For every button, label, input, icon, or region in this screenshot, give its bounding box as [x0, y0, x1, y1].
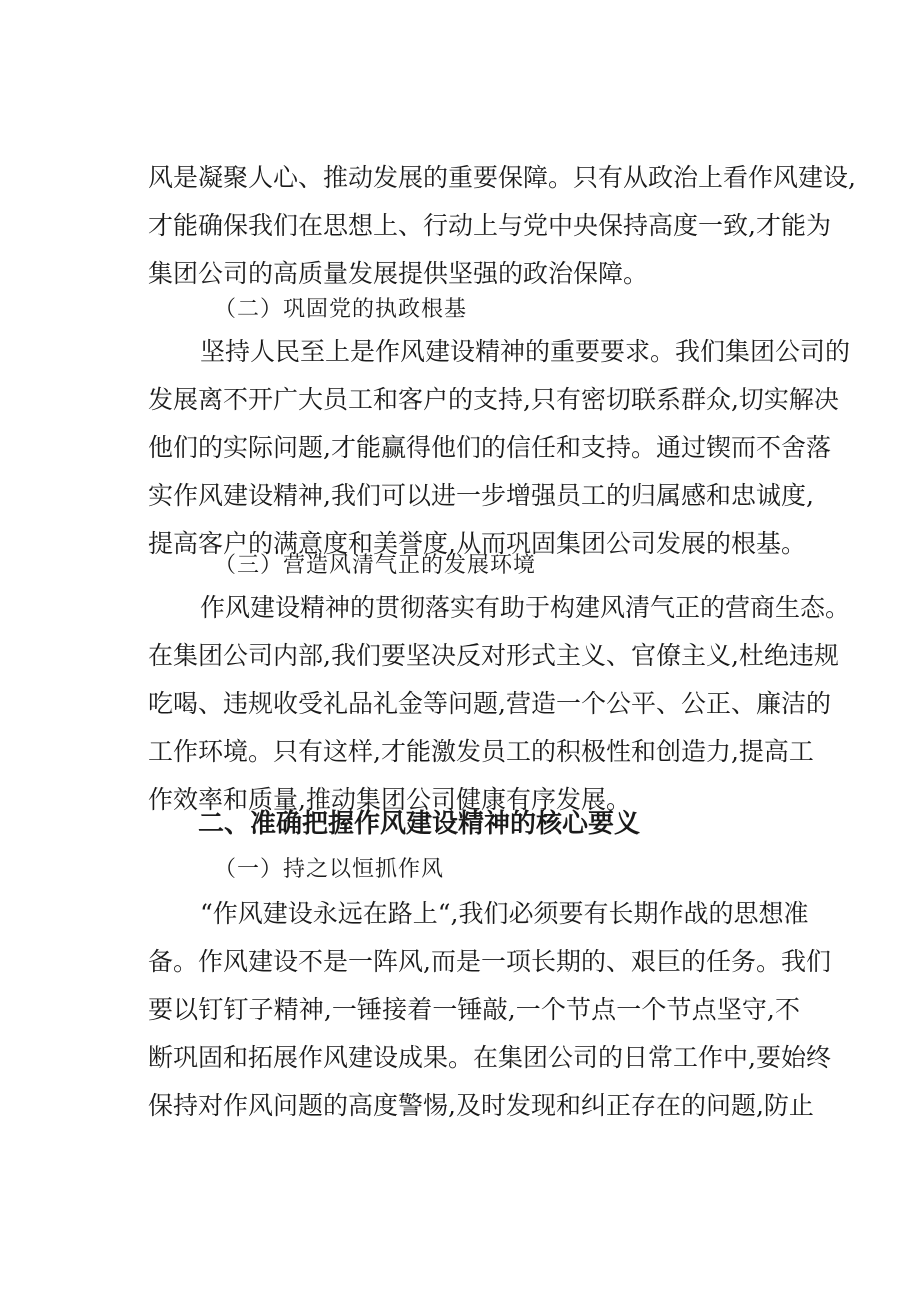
- text-line: 保持对作风问题的高度警惕,及时发现和纠正存在的问题,防止: [148, 1091, 814, 1120]
- text-line: 吃喝、违规收受礼品礼金等问题,营造一个公平、公正、廉洁的: [148, 689, 831, 718]
- text-line: 发展离不开广大员工和客户的支持,只有密切联系群众,切实解决: [148, 385, 839, 414]
- text-line: 实作风建设精神,我们可以进一步增强员工的归属感和忠诚度,: [148, 481, 814, 510]
- text-line: 备。作风建设不是一阵风,而是一项长期的、艰巨的任务。我们: [148, 947, 831, 976]
- text-line: 他们的实际问题,才能赢得他们的信任和支持。通过锲而不舍落: [148, 433, 831, 462]
- text-line: 风是凝聚人心、推动发展的重要保障。只有从政治上看作风建设,: [148, 163, 856, 192]
- text-line: 工作环境。只有这样,才能激发员工的积极性和创造力,提高工: [148, 737, 814, 766]
- text-line: 要以钉钉子精神,一锤接着一锤敲,一个节点一个节点坚守,不: [148, 995, 800, 1024]
- text-line: “作风建设永远在路上“,我们必须要有长期作战的思想准: [200, 899, 809, 928]
- text-line: 作效率和质量,推动集团公司健康有序发展。: [148, 785, 631, 814]
- subheading-4: （一）持之以恒抓作风: [214, 857, 445, 882]
- text-line: 在集团公司内部,我们要坚决反对形式主义、官僚主义,杜绝违规: [148, 641, 839, 670]
- subheading-2: （二）巩固党的执政根基: [214, 297, 468, 322]
- text-line: 断巩固和拓展作风建设成果。在集团公司的日常工作中,要始终: [148, 1043, 831, 1072]
- paragraph-1: [148, 154, 856, 298]
- text-line: 集团公司的高质量发展提供坚强的政治保障。: [148, 259, 649, 288]
- paragraph-2: [148, 328, 851, 568]
- text-line: 提高客户的满意度和美誉度,从而巩固集团公司发展的根基。: [148, 529, 806, 558]
- paragraph-3: [148, 584, 851, 824]
- text-line: 才能确保我们在思想上、行动上与党中央保持高度一致,才能为: [148, 211, 831, 240]
- subheading-3: （三）营造风清气正的发展环境: [214, 553, 537, 578]
- section-heading: 二、准确把握作风建设精神的核心要义: [198, 809, 641, 839]
- text-line: 作风建设精神的贯彻落实有助于构建风清气正的营商生态。: [200, 593, 851, 622]
- paragraph-4: [148, 890, 831, 1130]
- text-line: 坚持人民至上是作风建设精神的重要要求。我们集团公司的: [200, 337, 851, 366]
